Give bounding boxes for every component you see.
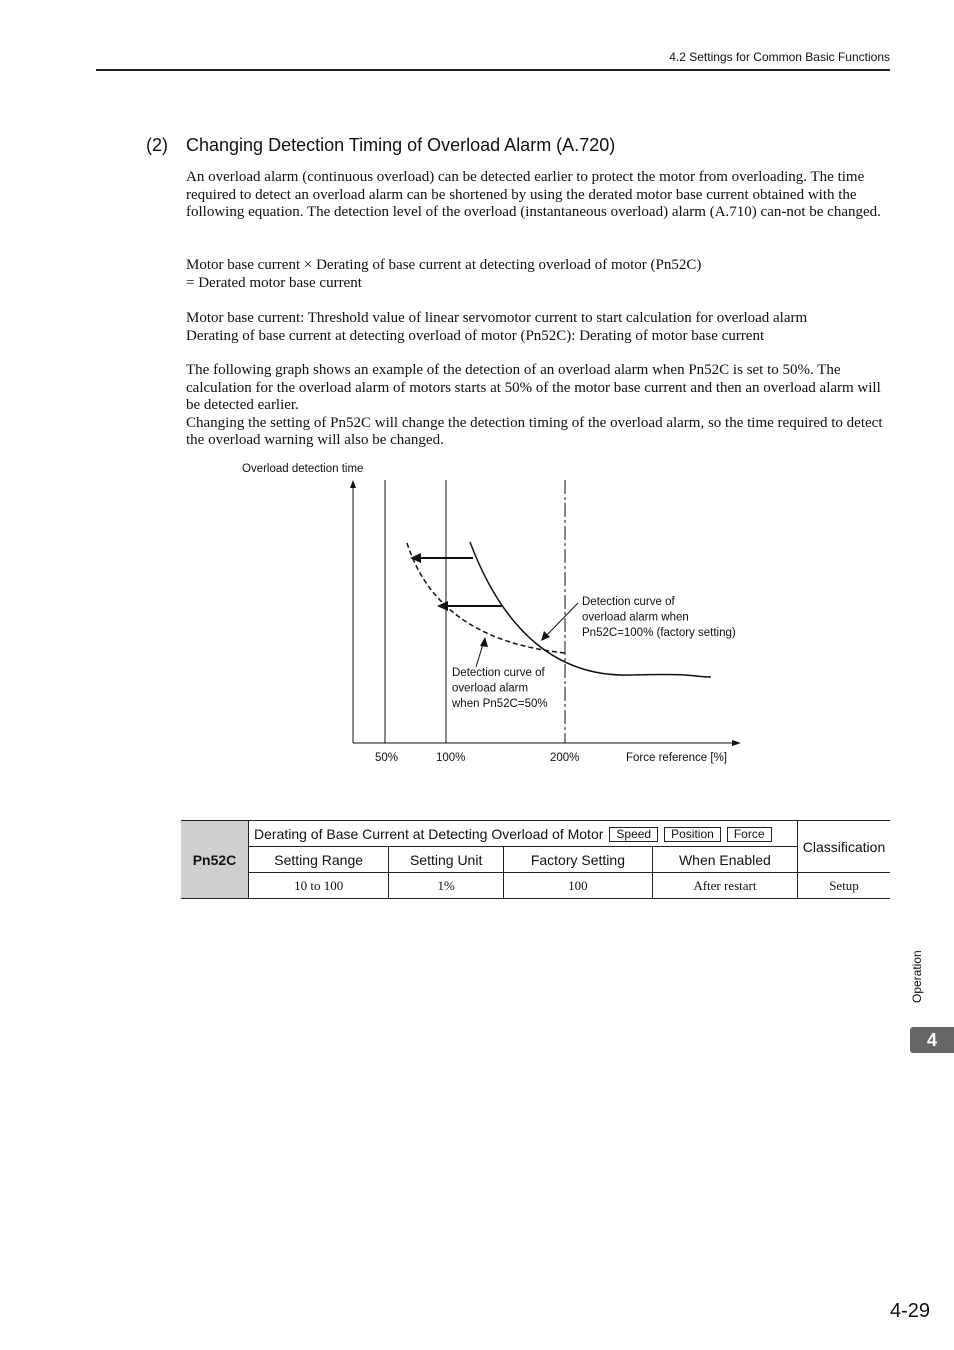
definition-line-2: Derating of base current at detecting overload of motor (Pn52C): Derating of motor base current: [186, 327, 765, 344]
x-axis-label: Force reference [%]: [626, 752, 727, 764]
parameter-id: Pn52C: [181, 821, 249, 899]
setting-range-header: Setting Range: [249, 847, 389, 873]
formula-line-1: Motor base current × Derating of base current at detecting overload of motor (Pn52C): [186, 257, 702, 273]
parameter-name: Derating of Base Current at Detecting Overload of Motor: [254, 825, 604, 842]
chapter-tab[interactable]: 4: [910, 1027, 954, 1053]
factory-setting-value: 100: [504, 873, 653, 899]
x-axis-arrow: [732, 740, 741, 746]
parameter-name-cell: [249, 821, 798, 847]
chapter-side-label: Operation: [910, 950, 924, 1003]
formula-line-2: = Derated motor base current: [186, 274, 362, 291]
when-enabled-header: When Enabled: [652, 847, 797, 873]
x-tick-100: 100%: [436, 752, 466, 764]
section-title: Changing Detection Timing of Overload Alarm (A.720): [186, 135, 616, 155]
x-tick-50: 50%: [375, 752, 399, 764]
intro-text: An overload alarm (continuous overload) can be detected earlier to protect the motor from overloading. The time required to detect an overload alarm can be shortened by using the derated motor base current obtained with the following equation. The detection level of the overload (instantaneous overload) alarm (A.710) can-not be changed.: [186, 169, 881, 220]
running-header: 4.2 Settings for Common Basic Functions: [669, 50, 890, 64]
graph-description-1: The following graph shows an example of the detection of an overload alarm when Pn52C is set to 50%. The calculation for the overload alarm of motors starts at 50% of the motor base current and then an overload alarm will be detected earlier.: [186, 362, 881, 413]
definition-line-1: Motor base current: Threshold value of linear servomotor current to start calculation for overload alarm: [186, 310, 808, 326]
page-number: 4-29: [889, 1300, 930, 1322]
section-heading: [146, 135, 615, 156]
when-enabled-value: After restart: [652, 873, 797, 899]
setting-unit-header: Setting Unit: [389, 847, 504, 873]
classification-header: Classification: [798, 821, 891, 873]
shift-arrow-lower-head: [437, 601, 448, 611]
setting-range-value: 10 to 100: [249, 873, 389, 899]
parameter-table: [181, 820, 890, 899]
formula-block: [186, 257, 890, 292]
definitions-block: [186, 310, 890, 345]
header-rule: [96, 69, 890, 71]
mode-tag-force: Force: [727, 827, 772, 842]
x-tick-200: 200%: [550, 752, 580, 764]
setting-unit-value: 1%: [389, 873, 504, 899]
mode-tag-position: Position: [664, 827, 721, 842]
factory-setting-header: Factory Setting: [504, 847, 653, 873]
classification-value: Setup: [798, 873, 891, 899]
graph-description-block: [186, 362, 890, 450]
mode-tag-speed: Speed: [609, 827, 658, 842]
graph-description-2: Changing the setting of Pn52C will change the detection timing of the overload alarm, so the time required to detect the overload warning will also be changed.: [186, 414, 883, 448]
curve-pn52c-100: [470, 542, 711, 677]
annotation-curve-50: Detection curve of overload alarm when Pn52C=50%: [452, 667, 548, 710]
leader-curve-50-head: [480, 637, 488, 647]
y-axis-arrow: [350, 480, 356, 488]
leader-curve-100: [544, 603, 578, 638]
section-number: (2): [146, 135, 168, 155]
annotation-curve-100: Detection curve of overload alarm when Pn52C=100% (factory setting): [582, 596, 736, 639]
y-axis-label: Overload detection time: [242, 463, 364, 475]
overload-detection-graph: [230, 455, 760, 775]
intro-paragraph: [186, 169, 890, 222]
curve-pn52c-50: [407, 543, 565, 653]
